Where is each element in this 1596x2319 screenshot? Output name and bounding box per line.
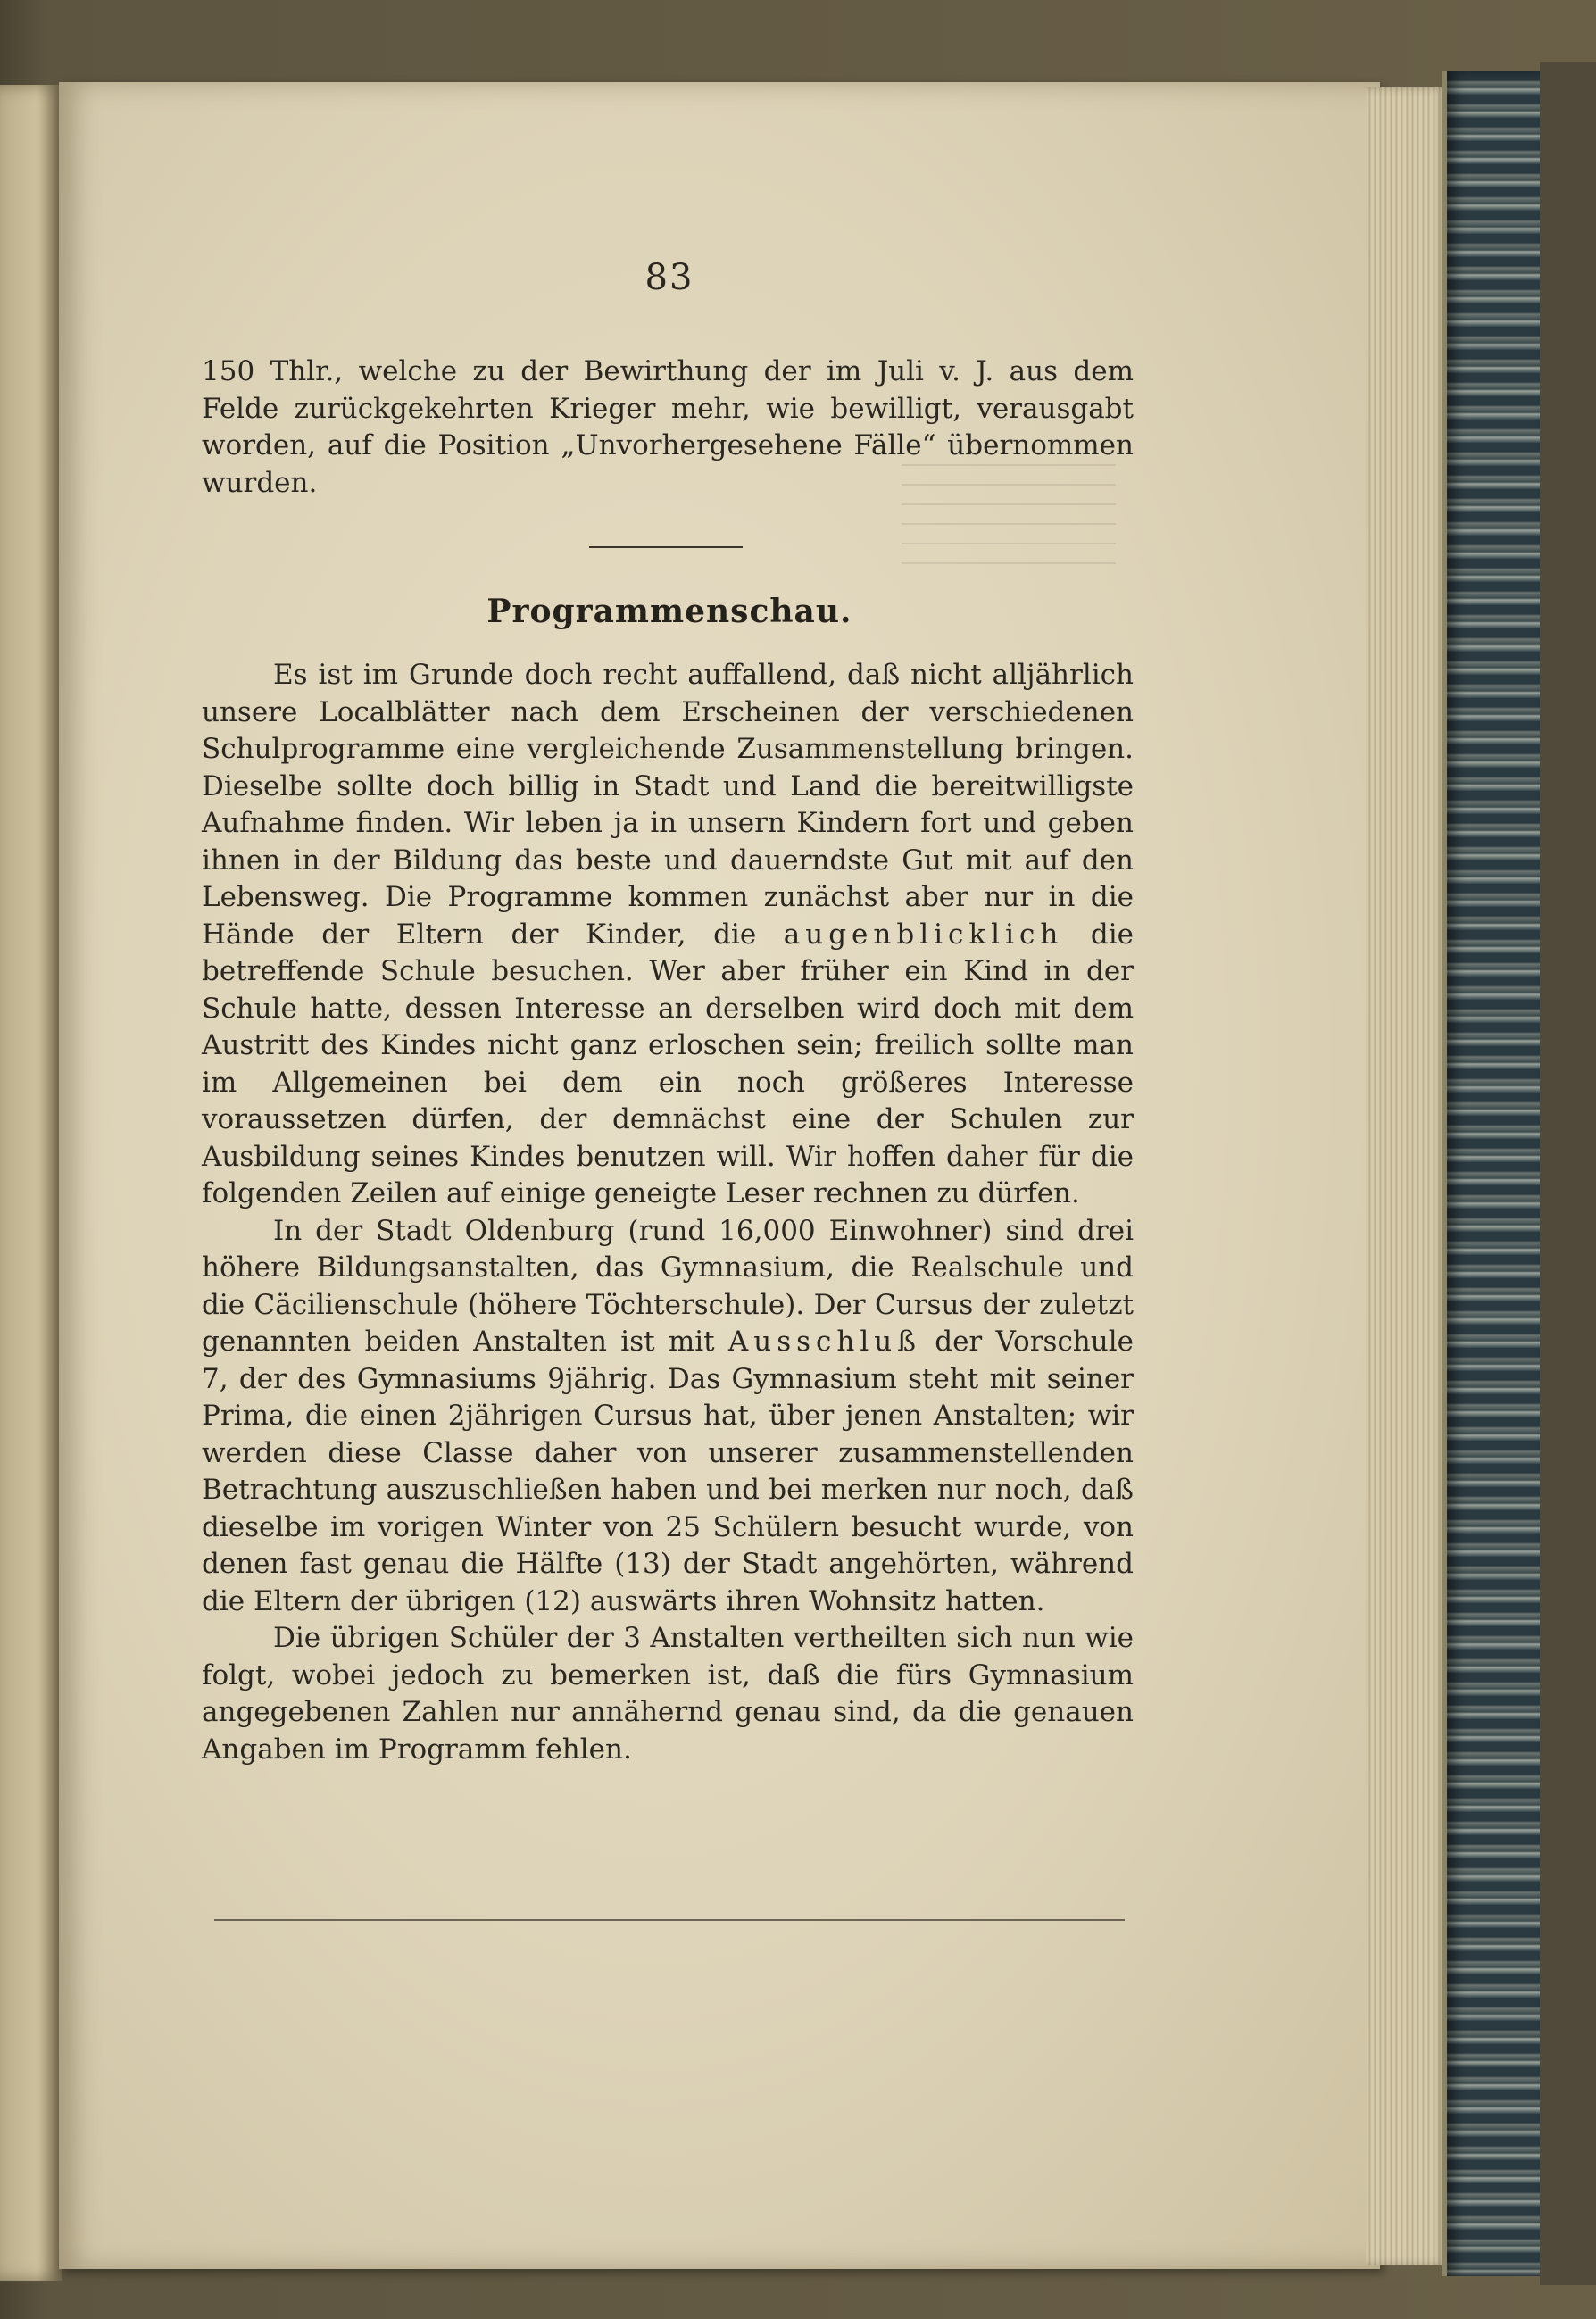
paragraph-1 <box>202 657 1134 1213</box>
footer-rule <box>214 1919 1125 1921</box>
section-heading: Programmenschau. <box>486 593 852 630</box>
book-cover-spine <box>1442 71 1545 2276</box>
intro-paragraph: 150 Thlr., welche zu der Bewirthung der im Juli v. J. aus dem Felde zurückgekehrten Krieger mehr, wie bewilligt, verausgabt worden, auf die Position „Unvorhergesehene Fälle“ übernommen wurden. <box>202 355 1134 499</box>
paragraph-1-emphasis: augenblicklich <box>783 918 1064 951</box>
paragraph-2-text-a: In der Stadt Oldenburg (rund 16,000 Einwohner) sind drei höhere Bildungsanstalten, das Gymnasium, die Realschule und die Cäcilienschule (höhere Töchterschule). Der Cursus der zuletzt genannten beiden Anstalten ist mit <box>202 1214 1134 1358</box>
paragraph-2-emphasis: Ausschluß <box>727 1326 921 1358</box>
paragraph-1-text-a: Es ist im Grunde doch recht auffallend, daß nicht alljährlich unsere Localblätter nach dem Erscheinen der verschiedenen Schulprogramme eine vergleichende Zusammenstellung bringen. Dieselbe sollte doch billig in Stadt und Land die bereitwilligste Aufnahme finden. Wir leben ja in unsern Kindern fort und geben ihnen in der Bildung das beste und dauerndste Gut mit auf den Lebensweg. Die Programme kommen zunächst aber nur in die Hände der Eltern der Kinder, die <box>202 659 1134 951</box>
article-body <box>202 657 1134 1768</box>
scan-background-edge <box>1540 62 1596 2285</box>
intro-block <box>202 353 1134 502</box>
paragraph-3: Die übrigen Schüler der 3 Anstalten vertheilten sich nun wie folgt, wobei jedoch zu bemerken ist, daß die fürs Gymnasium angegebenen Zahlen nur annähernd genau sind, da die genauen Angaben im Programm fehlen. <box>202 1622 1134 1766</box>
paragraph-1-text-b: die betreffende Schule besuchen. Wer aber früher ein Kind in der Schule hatte, dessen Interesse an derselben wird doch mit dem Austritt des Kindes nicht ganz erloschen sein; freilich sollte man im Allgemeinen bei dem ein noch größeres Interesse voraussetzen dürfen, der demnächst eine der Schulen zur Ausbildung seines Kindes benutzen will. Wir hoffen daher für die folgenden Zeilen auf einige geneigte Leser rechnen zu dürfen. <box>202 918 1135 1209</box>
facing-page-edge <box>0 85 62 2281</box>
paragraph-2 <box>202 1213 1134 1621</box>
page-block-edges <box>1366 87 1446 2265</box>
page-number: 83 <box>644 257 694 298</box>
section-divider <box>589 546 743 548</box>
paragraph-2-text-b: der Vorschule 7, der des Gymnasiums 9jährig. Das Gymnasium steht mit seiner Prima, die einen 2jährigen Cursus hat, über jenen Anstalten; wir werden diese Classe daher von unserer zusammenstellenden Betrachtung auszuschließen haben und bei merken nur noch, daß dieselbe im vorigen Winter von 25 Schülern besucht wurde, von denen fast genau die Hälfte (13) der Stadt angehörten, während die Eltern der übrigen (12) auswärts ihren Wohnsitz hatten. <box>202 1326 1134 1617</box>
